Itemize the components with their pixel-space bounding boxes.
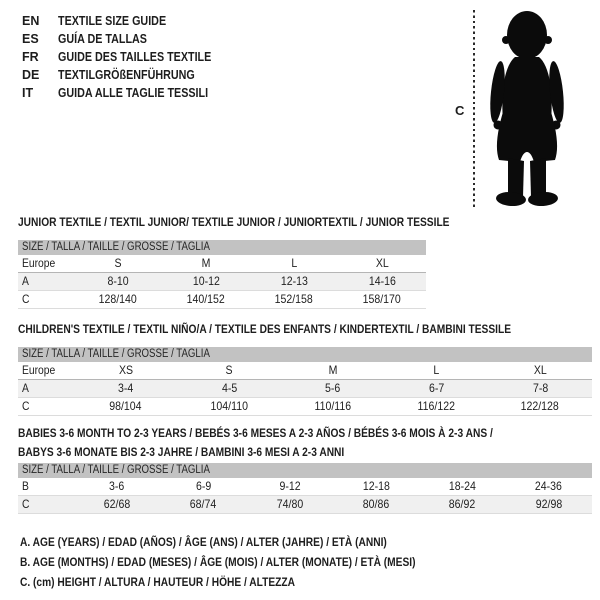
height-cell: 152/158 bbox=[274, 292, 314, 306]
language-title: TEXTILE SIZE GUIDE bbox=[58, 14, 167, 28]
size-cell: XL bbox=[375, 256, 389, 270]
height-cell: 74/80 bbox=[276, 497, 304, 511]
footnote-height-cm: C. (cm) HEIGHT / ALTURA / HAUTEUR / HÖHE / ALTEZZA bbox=[20, 575, 296, 589]
children-table-title: CHILDREN'S TEXTILE / TEXTIL NIÑO/A / TEXTILE DES ENFANTS / KINDERTEXTIL / BAMBINI TESSILE bbox=[18, 322, 512, 336]
height-cell: 116/122 bbox=[417, 399, 456, 413]
age-cell: 7-8 bbox=[532, 381, 548, 395]
babies-size-table bbox=[18, 463, 592, 514]
age-cell: 24-36 bbox=[535, 479, 563, 493]
junior-table-title: JUNIOR TEXTILE / TEXTIL JUNIOR/ TEXTILE JUNIOR / JUNIORTEXTIL / JUNIOR TESSILE bbox=[18, 215, 450, 229]
age-cell: 5-6 bbox=[325, 381, 341, 395]
size-header-label: SIZE / TALLA / TAILLE / GRÖSSE / TAGLIA bbox=[22, 241, 210, 253]
height-cell: 98/104 bbox=[109, 399, 142, 413]
language-row-fr bbox=[22, 48, 236, 66]
height-marker-label: C bbox=[455, 103, 465, 118]
height-cell: 140/152 bbox=[186, 292, 226, 306]
language-code: ES bbox=[22, 32, 39, 46]
age-cell: 10-12 bbox=[192, 274, 220, 288]
size-cell: S bbox=[114, 256, 122, 270]
size-cell: L bbox=[433, 363, 440, 377]
row-label: A bbox=[22, 274, 29, 288]
babies-table-title-line2: BABYS 3-6 MONATE BIS 2-3 JAHRE / BAMBINI 3-6 MESI A 2-3 ANNI bbox=[18, 445, 345, 459]
row-label: Europe bbox=[22, 363, 56, 377]
footnote-age-months: B. AGE (MONTHS) / EDAD (MESES) / ÂGE (MOIS) / ALTER (MONATE) / ETÀ (MESI) bbox=[20, 555, 416, 569]
age-cell: 3-6 bbox=[109, 479, 125, 493]
height-cell: 128/140 bbox=[98, 292, 138, 306]
language-code: IT bbox=[22, 86, 34, 100]
language-title: TEXTILGRÖßENFÜHRUNG bbox=[58, 68, 195, 82]
row-label: C bbox=[22, 497, 30, 511]
age-cell: 12-13 bbox=[280, 274, 308, 288]
table-row-age-months bbox=[18, 478, 592, 496]
height-cell: 122/128 bbox=[521, 399, 560, 413]
age-cell: 8-10 bbox=[107, 274, 129, 288]
footnote-age-years: A. AGE (YEARS) / EDAD (AÑOS) / ÂGE (ANS) / ALTER (JAHRE) / ETÀ (ANNI) bbox=[20, 535, 387, 549]
language-title-list bbox=[22, 12, 236, 102]
size-cell: XS bbox=[118, 363, 133, 377]
size-header-row bbox=[18, 347, 592, 362]
height-cell: 110/116 bbox=[314, 399, 352, 413]
size-cell: M bbox=[201, 256, 211, 270]
row-label: A bbox=[22, 381, 29, 395]
language-code: DE bbox=[22, 68, 40, 82]
language-title: GUIDE DES TAILLES TEXTILE bbox=[58, 50, 212, 64]
table-row-age bbox=[18, 273, 426, 291]
table-row-height bbox=[18, 291, 426, 309]
language-row-it bbox=[22, 84, 236, 102]
age-cell: 3-4 bbox=[118, 381, 134, 395]
height-cell: 104/110 bbox=[210, 399, 249, 413]
height-cell: 92/98 bbox=[535, 497, 563, 511]
babies-table-title-line1: BABIES 3-6 MONTH TO 2-3 YEARS / BEBÉS 3-6 MESES A 2-3 AÑOS / BÉBÉS 3-6 MOIS À 2-3 ANS / bbox=[18, 426, 493, 440]
size-cell: L bbox=[291, 256, 297, 270]
size-header-row bbox=[18, 463, 592, 478]
language-title: GUIDA ALLE TAGLIE TESSILI bbox=[58, 86, 209, 100]
height-cell: 80/86 bbox=[362, 497, 390, 511]
size-header-row bbox=[18, 240, 426, 255]
toddler-silhouette-image bbox=[484, 8, 572, 208]
row-label: Europe bbox=[22, 256, 56, 270]
babies-table-title bbox=[18, 424, 493, 462]
size-cell: XL bbox=[533, 363, 547, 377]
size-cell: S bbox=[225, 363, 233, 377]
age-cell: 18-24 bbox=[448, 479, 476, 493]
row-label: C bbox=[22, 399, 30, 413]
age-cell: 6-7 bbox=[428, 381, 445, 395]
size-header-label: SIZE / TALLA / TAILLE / GRÖSSE / TAGLIA bbox=[22, 348, 210, 360]
size-header-label: SIZE / TALLA / TAILLE / GRÖSSE / TAGLIA bbox=[22, 464, 210, 476]
language-code: FR bbox=[22, 50, 39, 64]
age-cell: 14-16 bbox=[368, 274, 396, 288]
children-size-table bbox=[18, 347, 592, 416]
toddler-silhouette-shape bbox=[488, 11, 566, 207]
table-row-europe bbox=[18, 362, 592, 380]
table-row-height bbox=[18, 496, 592, 514]
language-row-en bbox=[22, 12, 236, 30]
language-title: GUÍA DE TALLAS bbox=[58, 32, 147, 46]
row-label: B bbox=[22, 479, 29, 493]
language-code: EN bbox=[22, 14, 40, 28]
size-cell: M bbox=[328, 363, 338, 377]
junior-size-table bbox=[18, 240, 426, 309]
table-row-height bbox=[18, 398, 592, 416]
age-cell: 12-18 bbox=[362, 479, 390, 493]
language-row-es bbox=[22, 30, 236, 48]
table-row-age bbox=[18, 380, 592, 398]
age-cell: 4-5 bbox=[221, 381, 238, 395]
height-cell: 68/74 bbox=[190, 497, 217, 511]
age-cell: 9-12 bbox=[279, 479, 301, 493]
legend-footnotes bbox=[20, 532, 485, 592]
row-label: C bbox=[22, 292, 30, 306]
table-row-europe bbox=[18, 255, 426, 273]
height-dotted-line bbox=[473, 10, 475, 208]
height-cell: 62/68 bbox=[103, 497, 131, 511]
height-cell: 86/92 bbox=[449, 497, 476, 511]
language-row-de bbox=[22, 66, 236, 84]
height-cell: 158/170 bbox=[362, 292, 402, 306]
age-cell: 6-9 bbox=[195, 479, 212, 493]
